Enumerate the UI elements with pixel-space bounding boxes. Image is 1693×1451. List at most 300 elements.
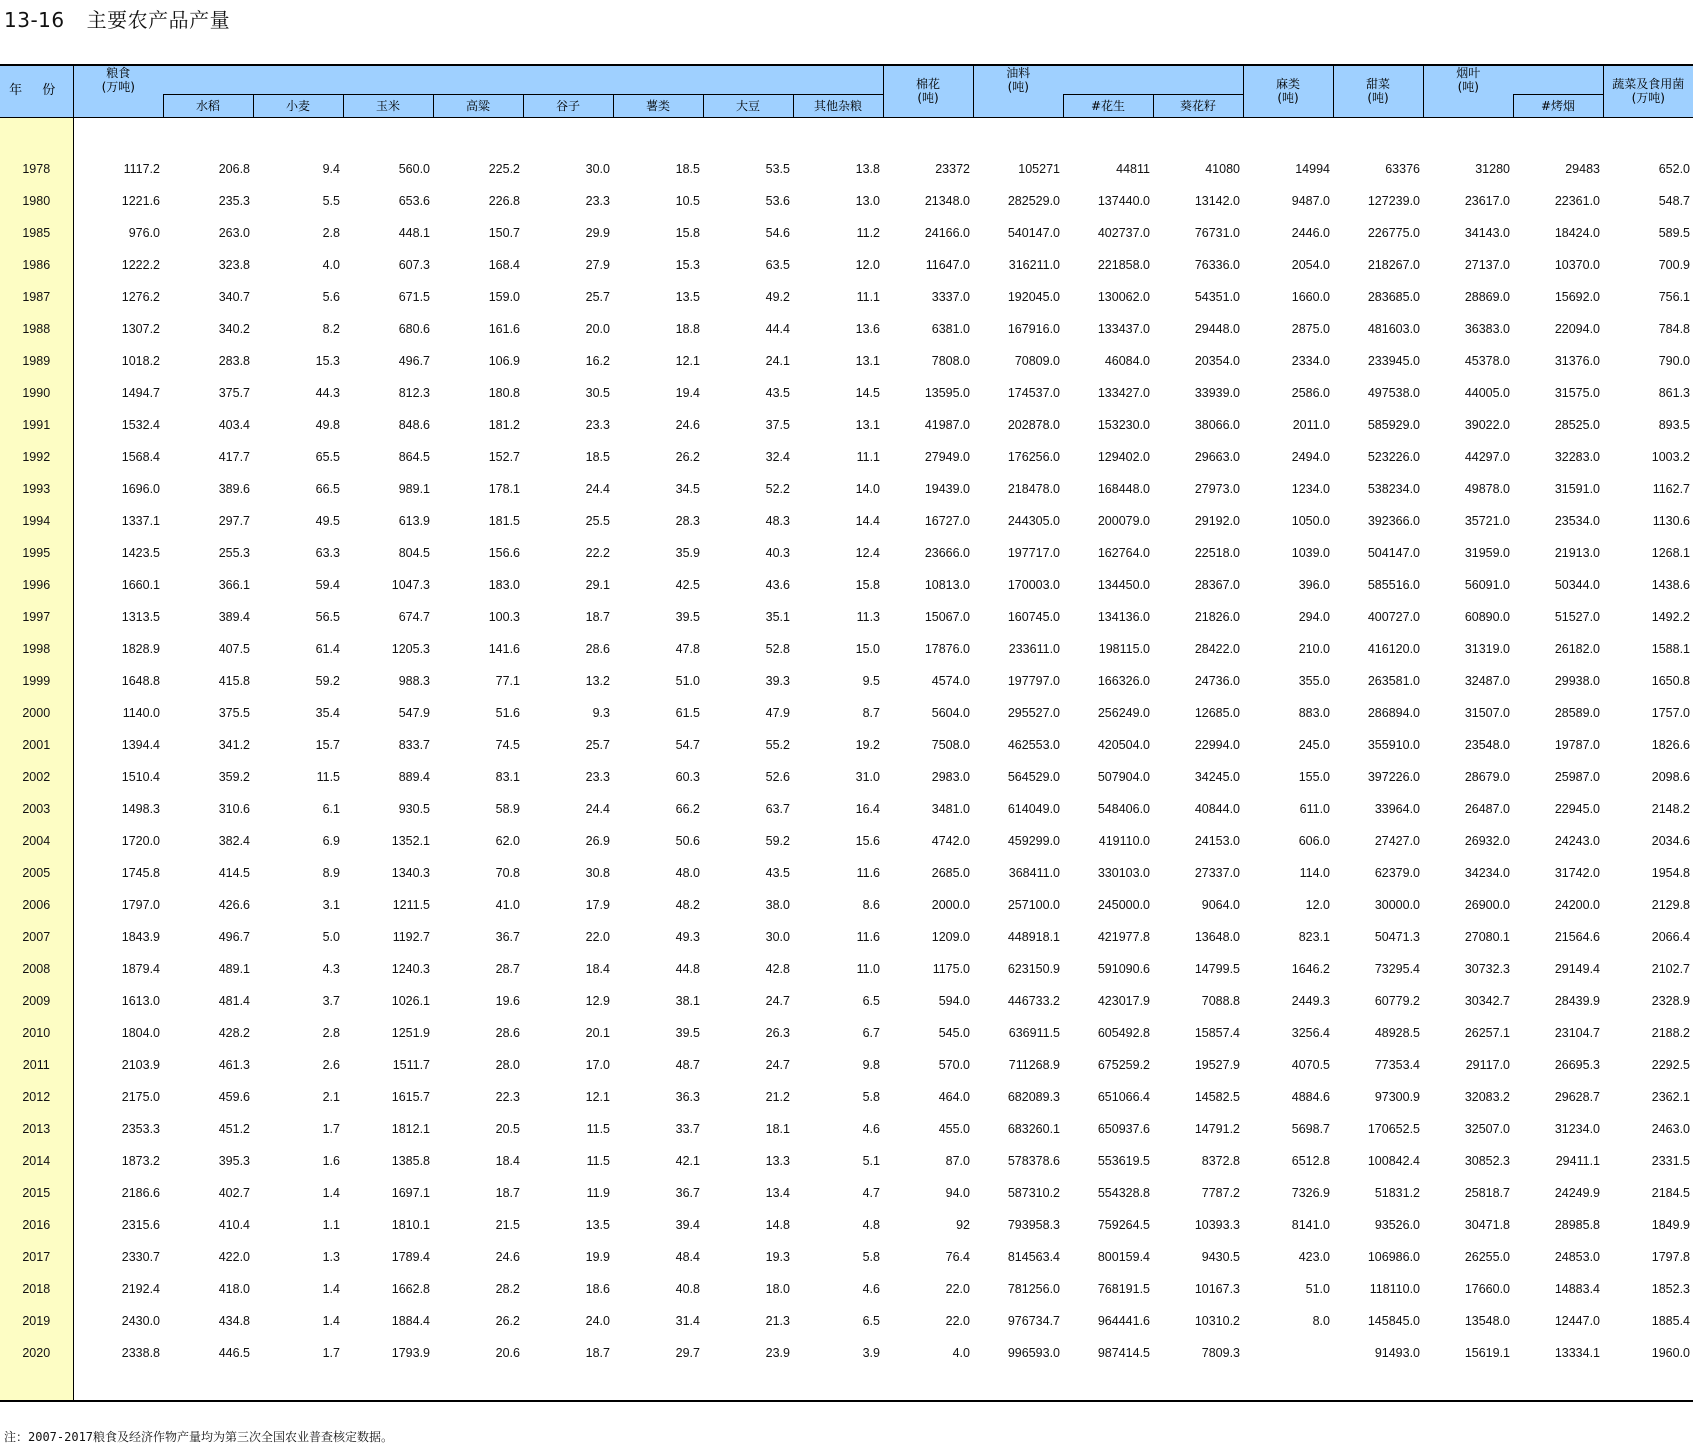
table-cell: 1.4 <box>322 1185 340 1200</box>
table-cell: 614049.0 <box>1007 801 1060 816</box>
table-cell: 455.0 <box>938 1121 970 1136</box>
header-beet: 甜菜 (吨) <box>1333 65 1423 117</box>
table-cell: 70809.0 <box>1014 353 1060 368</box>
table-cell: 134136.0 <box>1097 609 1150 624</box>
table-row <box>0 240 1693 272</box>
table-cell: 400727.0 <box>1367 609 1420 624</box>
table-cell: 24.6 <box>675 417 700 432</box>
table-cell: 27.9 <box>585 257 610 272</box>
table-cell: 316211.0 <box>1008 257 1060 272</box>
table-cell: 548.7 <box>1658 193 1690 208</box>
table-cell: 10.5 <box>675 193 700 208</box>
table-cell: 22.3 <box>495 1089 520 1104</box>
table-cell: 22945.0 <box>1554 801 1600 816</box>
table-cell: 19.6 <box>495 993 520 1008</box>
table-cell: 368411.0 <box>1008 865 1060 880</box>
table-cell: 1646.2 <box>1291 961 1330 976</box>
table-cell: 607.3 <box>398 257 430 272</box>
table-cell: 160745.0 <box>1007 609 1060 624</box>
table-cell: 24.4 <box>585 801 610 816</box>
table-cell: 13142.0 <box>1194 193 1240 208</box>
table-cell: 24.7 <box>765 993 790 1008</box>
table-cell: 30.0 <box>765 929 790 944</box>
table-cell: 24.4 <box>585 481 610 496</box>
table-cell: 883.0 <box>1298 705 1330 720</box>
table-cell: 76731.0 <box>1194 225 1240 240</box>
table-cell: 35.9 <box>675 545 700 560</box>
table-cell: 13648.0 <box>1194 929 1240 944</box>
table-cell: 12.4 <box>855 545 880 560</box>
table-cell: 30852.3 <box>1464 1153 1510 1168</box>
table-cell: 29448.0 <box>1194 321 1240 336</box>
table-cell: 130062.0 <box>1097 289 1150 304</box>
table-cell: 1720.0 <box>121 833 160 848</box>
table-cell: 133437.0 <box>1097 321 1150 336</box>
table-cell: 170652.5 <box>1367 1121 1420 1136</box>
table-cell: 1307.2 <box>121 321 160 336</box>
table-cell: 448.1 <box>398 225 430 240</box>
table-cell: 323.8 <box>218 257 250 272</box>
page-title <box>4 4 230 33</box>
table-cell: 812.3 <box>398 385 430 400</box>
table-cell: 48.2 <box>675 897 700 912</box>
table-cell: 366.1 <box>218 577 250 592</box>
table-cell: 32283.0 <box>1554 449 1600 464</box>
table-cell: 6512.8 <box>1291 1153 1330 1168</box>
row-year: 1987 <box>0 272 73 304</box>
table-cell: 496.7 <box>218 929 250 944</box>
table-cell: 47.8 <box>675 641 700 656</box>
table-cell: 19.9 <box>585 1249 610 1264</box>
table-cell: 1697.1 <box>391 1185 430 1200</box>
table-cell: 41080 <box>1205 161 1240 176</box>
table-cell: 422.0 <box>218 1249 250 1264</box>
table-cell: 77.1 <box>495 673 520 688</box>
table-cell: 1660.1 <box>121 577 160 592</box>
table-row <box>0 752 1693 784</box>
table-cell: 497538.0 <box>1367 385 1420 400</box>
table-cell: 36.7 <box>495 929 520 944</box>
row-year: 2012 <box>0 1072 73 1104</box>
table-cell: 63.5 <box>765 257 790 272</box>
table-cell: 1492.2 <box>1651 609 1690 624</box>
table-cell: 28.6 <box>585 641 610 656</box>
table-cell: 54351.0 <box>1194 289 1240 304</box>
table-cell: 451.2 <box>218 1121 250 1136</box>
table-cell: 31280 <box>1475 161 1510 176</box>
table-cell: 8372.8 <box>1201 1153 1240 1168</box>
table-cell: 1251.9 <box>391 1025 430 1040</box>
table-cell: 392366.0 <box>1367 513 1420 528</box>
table-cell: 28367.0 <box>1194 577 1240 592</box>
header-hemp: 麻类 (吨) <box>1243 65 1333 117</box>
table-cell: 814563.4 <box>1007 1249 1060 1264</box>
table-cell: 2331.5 <box>1651 1153 1690 1168</box>
table-cell: 2430.0 <box>121 1313 160 1328</box>
table-row <box>0 272 1693 304</box>
table-cell: 31319.0 <box>1464 641 1510 656</box>
table-cell: 65.5 <box>315 449 340 464</box>
table-cell: 24200.0 <box>1554 897 1600 912</box>
table-cell: 461.3 <box>218 1057 250 1072</box>
table-cell: 197797.0 <box>1007 673 1060 688</box>
table-row <box>0 304 1693 336</box>
table-cell: 87.0 <box>945 1153 970 1168</box>
table-cell: 202878.0 <box>1007 417 1060 432</box>
table-row <box>0 496 1693 528</box>
table-cell: 200079.0 <box>1097 513 1150 528</box>
table-cell: 35.4 <box>315 705 340 720</box>
table-cell: 4574.0 <box>931 673 970 688</box>
row-year: 1986 <box>0 240 73 272</box>
table-cell: 50471.3 <box>1374 929 1420 944</box>
table-row <box>0 720 1693 752</box>
table-cell: 9430.5 <box>1201 1249 1240 1264</box>
table-cell: 100.3 <box>488 609 520 624</box>
table-cell: 4070.5 <box>1291 1057 1330 1072</box>
row-year: 2006 <box>0 880 73 912</box>
table-cell: 1.1 <box>322 1217 340 1232</box>
table-cell: 161.6 <box>488 321 520 336</box>
table-cell: 1162.7 <box>1652 481 1690 496</box>
table-cell: 46084.0 <box>1104 353 1150 368</box>
table-row <box>0 336 1693 368</box>
row-year: 1999 <box>0 656 73 688</box>
table-cell: 3337.0 <box>931 289 970 304</box>
table-cell: 554328.8 <box>1097 1185 1150 1200</box>
table-cell: 97300.9 <box>1374 1089 1420 1104</box>
table-cell: 21564.6 <box>1554 929 1600 944</box>
table-row <box>0 1104 1693 1136</box>
table-cell: 34234.0 <box>1464 865 1510 880</box>
table-body <box>0 117 1693 1401</box>
table-cell: 26487.0 <box>1464 801 1510 816</box>
table-cell: 3.7 <box>322 993 340 1008</box>
table-cell: 12.0 <box>855 257 880 272</box>
table-cell: 30471.8 <box>1464 1217 1510 1232</box>
table-row <box>0 784 1693 816</box>
table-cell: 1954.8 <box>1651 865 1690 880</box>
header-tobacco-group <box>1513 65 1603 94</box>
table-cell: 17660.0 <box>1464 1281 1510 1296</box>
table-cell: 133427.0 <box>1097 385 1150 400</box>
table-cell: 42.8 <box>765 961 790 976</box>
row-year: 2019 <box>0 1296 73 1328</box>
table-cell: 21.5 <box>495 1217 520 1232</box>
table-cell: 9487.0 <box>1291 193 1330 208</box>
table-cell: 359.2 <box>218 769 250 784</box>
table-cell: 61.4 <box>315 641 340 656</box>
table-cell: 893.5 <box>1658 417 1690 432</box>
table-row <box>0 848 1693 880</box>
table-cell: 17876.0 <box>924 641 970 656</box>
table-cell: 560.0 <box>398 161 430 176</box>
header-flue-cured: #烤烟 <box>1513 94 1603 117</box>
table-cell: 61.5 <box>675 705 700 720</box>
table-cell: 3.1 <box>322 897 340 912</box>
table-cell: 31.0 <box>855 769 880 784</box>
table-cell: 12.1 <box>675 353 700 368</box>
table-cell: 18.7 <box>585 1345 610 1360</box>
table-cell: 459.6 <box>218 1089 250 1104</box>
table-cell: 18.5 <box>675 161 700 176</box>
table-cell: 589.5 <box>1658 225 1690 240</box>
table-cell: 26182.0 <box>1554 641 1600 656</box>
table-cell: 987414.5 <box>1097 1345 1150 1360</box>
table-cell: 35.1 <box>765 609 790 624</box>
table-cell: 8.9 <box>322 865 340 880</box>
table-cell: 56.5 <box>315 609 340 624</box>
table-cell: 27973.0 <box>1194 481 1240 496</box>
table-cell: 28869.0 <box>1464 289 1510 304</box>
table-cell: 2328.9 <box>1651 993 1690 1008</box>
table-cell: 1745.8 <box>121 865 160 880</box>
table-cell: 2494.0 <box>1291 449 1330 464</box>
table-cell: 861.3 <box>1658 385 1690 400</box>
table-cell: 1828.9 <box>121 641 160 656</box>
table-cell: 1879.4 <box>121 961 160 976</box>
table-row <box>0 144 1693 176</box>
header-wheat: 小麦 <box>253 94 343 117</box>
table-cell: 1960.0 <box>1651 1345 1690 1360</box>
table-cell: 1852.3 <box>1651 1281 1690 1296</box>
table-cell: 159.0 <box>488 289 520 304</box>
table-cell: 2102.7 <box>1651 961 1690 976</box>
row-year: 1994 <box>0 496 73 528</box>
table-cell: 1211.5 <box>392 897 430 912</box>
table-cell: 1648.8 <box>121 673 160 688</box>
table-cell: 781256.0 <box>1007 1281 1060 1296</box>
table-cell: 25.7 <box>585 289 610 304</box>
table-cell: 989.1 <box>398 481 430 496</box>
table-cell: 168448.0 <box>1097 481 1150 496</box>
table-cell: 1438.6 <box>1651 577 1690 592</box>
table-cell: 1662.8 <box>391 1281 430 1296</box>
table-cell: 24.1 <box>765 353 790 368</box>
table-cell: 340.2 <box>218 321 250 336</box>
table-cell: 11.9 <box>586 1185 610 1200</box>
table-cell: 44.8 <box>675 961 700 976</box>
table-cell: 4.6 <box>862 1281 880 1296</box>
row-year: 1991 <box>0 400 73 432</box>
table-cell: 18.6 <box>585 1281 610 1296</box>
row-year: 2003 <box>0 784 73 816</box>
table-cell: 24166.0 <box>924 225 970 240</box>
table-cell: 6381.0 <box>931 321 970 336</box>
table-cell: 2983.0 <box>931 769 970 784</box>
table-cell: 43.6 <box>765 577 790 592</box>
table-cell: 24.7 <box>765 1057 790 1072</box>
table-cell: 1003.2 <box>1651 449 1690 464</box>
table-cell: 1789.4 <box>391 1249 430 1264</box>
table-cell: 1047.3 <box>391 577 430 592</box>
table-cell: 389.6 <box>218 481 250 496</box>
table-cell: 76.4 <box>945 1249 970 1264</box>
table-cell: 11.1 <box>856 449 880 464</box>
table-cell: 20.0 <box>585 321 610 336</box>
table-cell: 4.3 <box>322 961 340 976</box>
table-cell: 29483 <box>1565 161 1600 176</box>
table-cell: 43.5 <box>765 385 790 400</box>
table-cell: 23.3 <box>585 193 610 208</box>
table-header <box>0 65 1693 117</box>
table-cell: 13548.0 <box>1464 1313 1510 1328</box>
table-cell: 256249.0 <box>1097 705 1150 720</box>
table-cell: 1494.7 <box>121 385 160 400</box>
table-cell: 13595.0 <box>924 385 970 400</box>
row-year: 1990 <box>0 368 73 400</box>
table-cell: 800159.4 <box>1097 1249 1150 1264</box>
table-cell: 18.7 <box>585 609 610 624</box>
table-cell: 6.7 <box>862 1025 880 1040</box>
table-cell: 19439.0 <box>924 481 970 496</box>
table-row <box>0 208 1693 240</box>
table-cell: 27427.0 <box>1374 833 1420 848</box>
table-cell: 21348.0 <box>924 193 970 208</box>
table-cell: 5.0 <box>322 929 340 944</box>
table-spacer-bottom <box>0 1360 1693 1401</box>
table-cell: 22361.0 <box>1554 193 1600 208</box>
table-cell: 14.5 <box>855 385 880 400</box>
table-cell: 5.8 <box>862 1089 880 1104</box>
table-cell: 156.6 <box>488 545 520 560</box>
header-grain: 粮食 (万吨) <box>73 65 163 94</box>
table-cell: 5.8 <box>862 1249 880 1264</box>
table-cell: 19.4 <box>675 385 700 400</box>
table-cell: 48.4 <box>675 1249 700 1264</box>
table-cell: 6.5 <box>862 993 880 1008</box>
table-cell: 48928.5 <box>1374 1025 1420 1040</box>
table-cell: 426.6 <box>218 897 250 912</box>
table-cell: 28589.0 <box>1554 705 1600 720</box>
table-cell: 1209.0 <box>931 929 970 944</box>
table-cell: 623150.9 <box>1007 961 1060 976</box>
table-cell: 587310.2 <box>1007 1185 1060 1200</box>
table-row <box>0 528 1693 560</box>
table-cell: 1337.1 <box>121 513 160 528</box>
table-cell: 51831.2 <box>1374 1185 1420 1200</box>
table-cell: 62379.0 <box>1374 865 1420 880</box>
table-cell: 11647.0 <box>925 257 970 272</box>
table-row <box>0 912 1693 944</box>
table-cell: 39.4 <box>675 1217 700 1232</box>
production-table <box>0 64 1693 1402</box>
table-cell: 930.5 <box>398 801 430 816</box>
header-rice: 水稻 <box>163 94 253 117</box>
table-cell: 28439.9 <box>1554 993 1600 1008</box>
table-cell: 294.0 <box>1298 609 1330 624</box>
table-cell: 5698.7 <box>1291 1121 1330 1136</box>
header-tobacco: 烟叶 (吨) <box>1423 65 1513 94</box>
table-cell: 538234.0 <box>1367 481 1420 496</box>
table-cell: 8.6 <box>862 897 880 912</box>
row-year: 1992 <box>0 432 73 464</box>
table-cell: 38.1 <box>675 993 700 1008</box>
table-cell: 389.4 <box>218 609 250 624</box>
table-cell: 23.3 <box>585 417 610 432</box>
row-year: 1996 <box>0 560 73 592</box>
table-cell: 15857.4 <box>1194 1025 1240 1040</box>
table-cell: 7088.8 <box>1201 993 1240 1008</box>
table-cell: 30000.0 <box>1374 897 1420 912</box>
table-cell: 29.1 <box>585 577 610 592</box>
table-row <box>0 1136 1693 1168</box>
table-cell: 996593.0 <box>1007 1345 1060 1360</box>
table-row <box>0 400 1693 432</box>
table-cell: 585929.0 <box>1367 417 1420 432</box>
table-cell: 7326.9 <box>1291 1185 1330 1200</box>
table-cell: 26695.3 <box>1554 1057 1600 1072</box>
table-cell: 63.3 <box>315 545 340 560</box>
table-cell: 1.3 <box>322 1249 340 1264</box>
row-year: 2000 <box>0 688 73 720</box>
table-cell: 1140.0 <box>122 705 160 720</box>
table-cell: 1268.1 <box>1651 545 1690 560</box>
header-millet: 谷子 <box>523 94 613 117</box>
table-cell: 32083.2 <box>1464 1089 1510 1104</box>
table-cell: 6.5 <box>862 1313 880 1328</box>
table-cell: 1130.6 <box>1652 513 1690 528</box>
table-cell: 15.6 <box>855 833 880 848</box>
table-cell: 28.3 <box>675 513 700 528</box>
table-cell: 257100.0 <box>1007 897 1060 912</box>
table-cell: 36.7 <box>675 1185 700 1200</box>
table-cell: 105271 <box>1018 161 1060 176</box>
table-cell: 1613.0 <box>121 993 160 1008</box>
table-cell: 15.8 <box>675 225 700 240</box>
table-cell: 23666.0 <box>924 545 970 560</box>
table-cell: 26.9 <box>585 833 610 848</box>
header-soybean: 大豆 <box>703 94 793 117</box>
table-cell: 4.8 <box>862 1217 880 1232</box>
table-cell: 21.3 <box>765 1313 790 1328</box>
table-cell: 28525.0 <box>1554 417 1600 432</box>
table-cell: 27949.0 <box>924 449 970 464</box>
table-cell: 7508.0 <box>931 737 970 752</box>
table-cell: 1885.4 <box>1651 1313 1690 1328</box>
table-cell: 29117.0 <box>1465 1057 1510 1072</box>
table-row <box>0 1008 1693 1040</box>
table-cell: 106.9 <box>488 353 520 368</box>
table-cell: 2292.5 <box>1651 1057 1690 1072</box>
table-cell: 6.1 <box>322 801 340 816</box>
table-cell: 26900.0 <box>1464 897 1510 912</box>
table-cell: 100842.4 <box>1367 1153 1420 1168</box>
table-cell: 15067.0 <box>924 609 970 624</box>
table-cell: 22994.0 <box>1194 737 1240 752</box>
table-cell: 402737.0 <box>1097 225 1150 240</box>
table-cell: 53.5 <box>765 161 790 176</box>
table-cell: 11.5 <box>586 1153 610 1168</box>
table-cell: 504147.0 <box>1367 545 1420 560</box>
table-cell: 9.5 <box>862 673 880 688</box>
table-cell: 38.0 <box>765 897 790 912</box>
table-cell: 76336.0 <box>1194 257 1240 272</box>
table-cell: 5.1 <box>862 1153 880 1168</box>
table-cell: 26255.0 <box>1464 1249 1510 1264</box>
table-cell: 30.5 <box>585 385 610 400</box>
table-cell: 2446.0 <box>1291 225 1330 240</box>
table-cell: 2000.0 <box>931 897 970 912</box>
table-cell: 15.8 <box>855 577 880 592</box>
table-cell: 245000.0 <box>1097 897 1150 912</box>
table-cell: 31507.0 <box>1464 705 1510 720</box>
table-cell: 10813.0 <box>924 577 970 592</box>
row-year: 2016 <box>0 1200 73 1232</box>
table-cell: 24.0 <box>585 1313 610 1328</box>
table-cell: 18.8 <box>675 321 700 336</box>
header-oil: 油料 (吨) <box>973 65 1063 94</box>
